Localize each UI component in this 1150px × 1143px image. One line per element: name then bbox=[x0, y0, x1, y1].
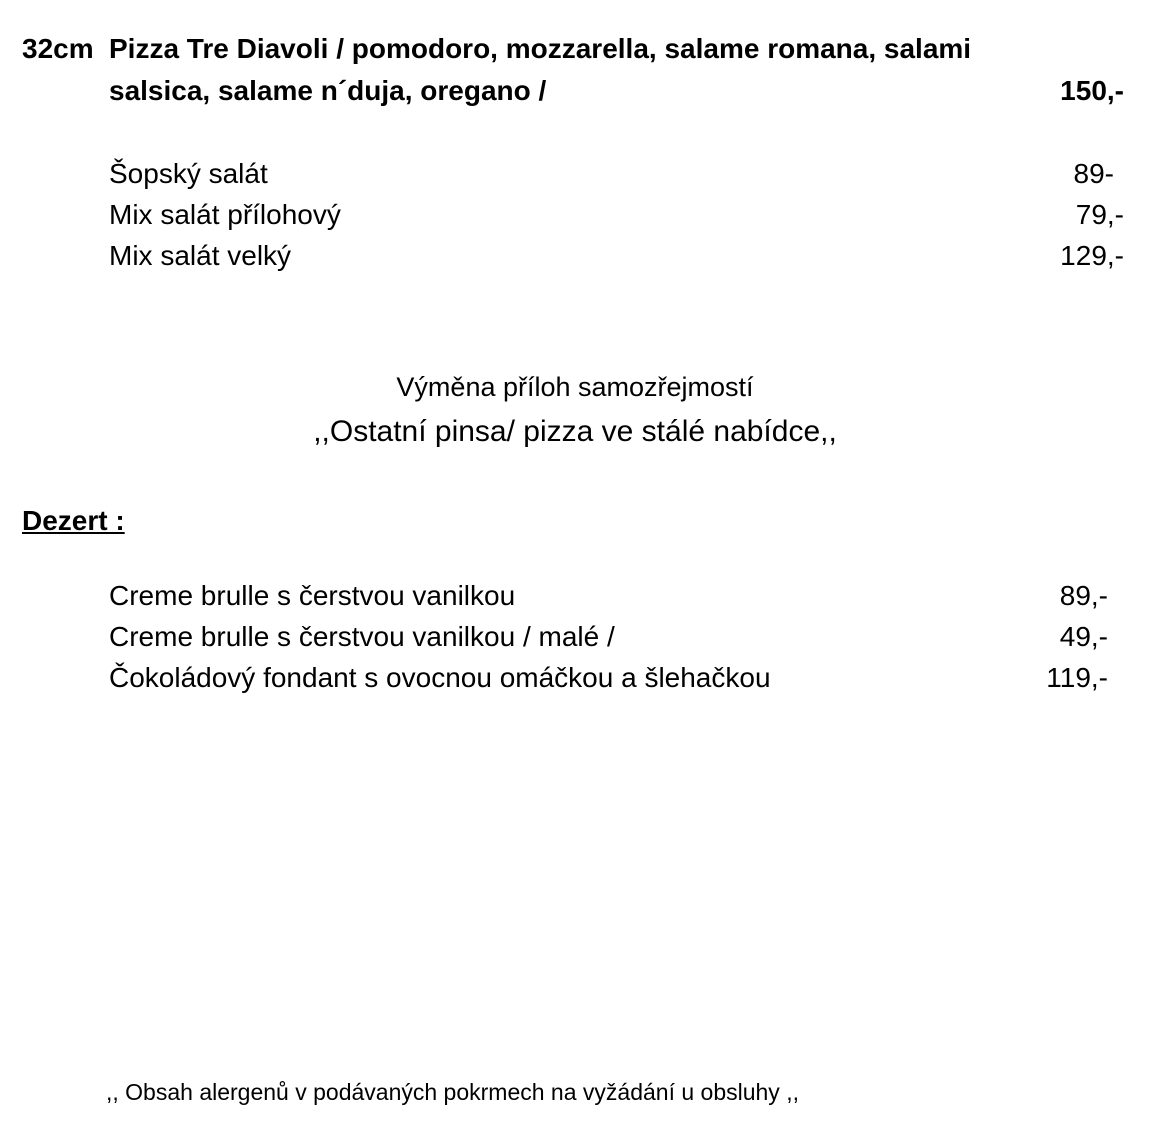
dessert-item-price: 89,- bbox=[1059, 580, 1108, 611]
notice-line2: ,,Ostatní pinsa/ pizza ve stálé nabídce,, bbox=[313, 415, 837, 448]
dessert-item-name: Creme brulle s čerstvou vanilkou / malé / bbox=[109, 621, 615, 652]
dessert-heading: Dezert : bbox=[22, 505, 125, 536]
pizza-size: 32cm bbox=[22, 33, 94, 64]
pizza-description-line2: salsica, salame n´duja, oregano / bbox=[109, 75, 547, 106]
salad-price: 89- bbox=[1073, 158, 1114, 189]
dessert-item-name: Čokoládový fondant s ovocnou omáčkou a šlehačkou bbox=[109, 662, 771, 693]
notice-line1: Výměna příloh samozřejmostí bbox=[396, 372, 754, 402]
salad-name: Mix salát přílohový bbox=[109, 199, 341, 230]
salad-price: 129,- bbox=[1060, 240, 1124, 271]
salad-name: Šopský salát bbox=[109, 158, 268, 189]
pizza-description-line1: Pizza Tre Diavoli / pomodoro, mozzarella, salame romana, salami bbox=[109, 33, 972, 64]
dessert-item-price: 119,- bbox=[1046, 662, 1108, 693]
allergen-footer: ,, Obsah alergenů v podávaných pokrmech na vyžádání u obsluhy ,, bbox=[106, 1079, 799, 1105]
dessert-item-name: Creme brulle s čerstvou vanilkou bbox=[109, 580, 516, 611]
salad-price: 79,- bbox=[1075, 199, 1124, 230]
pizza-price: 150,- bbox=[1060, 75, 1124, 106]
salad-name: Mix salát velký bbox=[109, 240, 292, 271]
dessert-item-price: 49,- bbox=[1059, 621, 1108, 652]
